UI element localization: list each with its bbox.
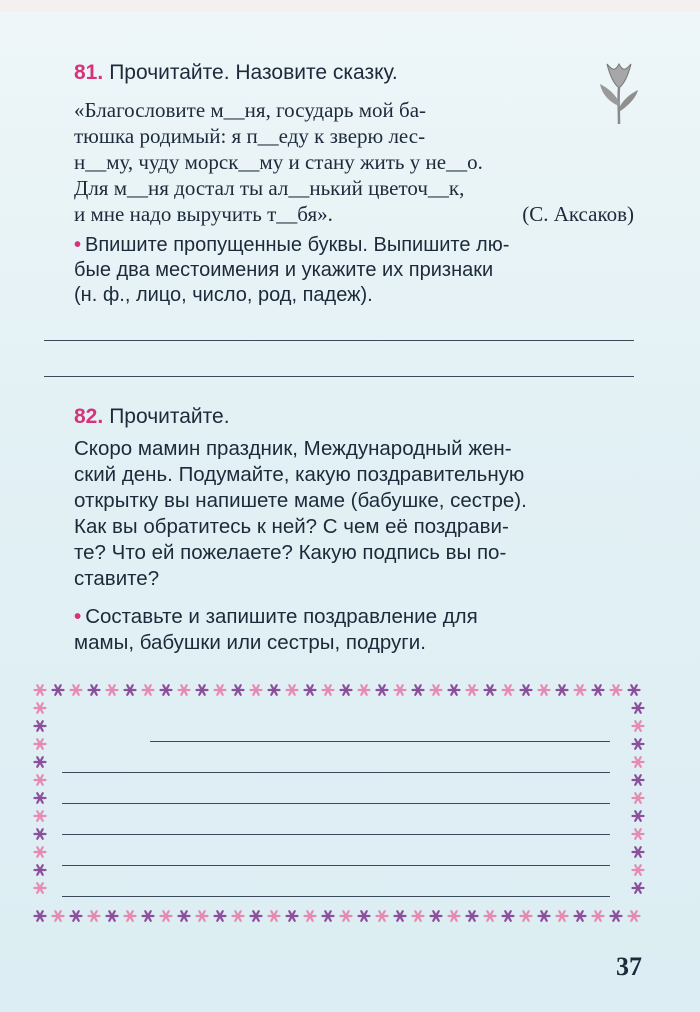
- border-star-icon: [633, 865, 644, 875]
- task-line-text: Составьте и запишите поздравление для: [85, 605, 478, 628]
- border-star-icon: [35, 739, 46, 749]
- text-line: открытку вы напишете маме (бабушке, сестре).: [74, 489, 527, 512]
- border-star-icon: [633, 793, 644, 803]
- border-star-icon: [179, 911, 190, 921]
- border-star-icon: [35, 685, 46, 695]
- exercise-81-quote: [74, 97, 634, 227]
- border-star-icon: [539, 911, 550, 921]
- border-star-icon: [305, 685, 316, 695]
- border-star-icon: [633, 739, 644, 749]
- bullet-icon: •: [74, 605, 82, 628]
- exercise-82-text: [74, 436, 634, 592]
- task-line: мамы, бабушки или сестры, подруги.: [74, 631, 426, 654]
- answer-line[interactable]: [62, 865, 610, 866]
- task-line: (н. ф., лицо, число, род, падеж).: [74, 284, 373, 306]
- text-line: ставите?: [74, 567, 160, 590]
- border-star-icon: [633, 883, 644, 893]
- border-star-icon: [89, 911, 100, 921]
- border-star-icon: [107, 685, 118, 695]
- answer-line[interactable]: [44, 340, 634, 341]
- border-star-icon: [539, 685, 550, 695]
- border-star-icon: [431, 685, 442, 695]
- border-star-icon: [125, 911, 136, 921]
- border-star-icon: [71, 911, 82, 921]
- border-star-icon: [575, 911, 586, 921]
- border-star-icon: [633, 775, 644, 785]
- quote-line-text: и мне надо выручить т__бя».: [74, 202, 333, 226]
- border-star-icon: [633, 811, 644, 821]
- quote-line: «Благословите м__ня, государь мой ба-: [74, 98, 427, 122]
- border-star-icon: [35, 829, 46, 839]
- border-star-icon: [633, 703, 644, 713]
- border-star-icon: [305, 911, 316, 921]
- border-star-icon: [35, 911, 46, 921]
- border-star-icon: [323, 685, 334, 695]
- border-star-icon: [161, 911, 172, 921]
- border-star-icon: [233, 685, 244, 695]
- border-star-icon: [521, 911, 532, 921]
- border-star-icon: [269, 911, 280, 921]
- answer-line[interactable]: [62, 772, 610, 773]
- border-star-icon: [287, 911, 298, 921]
- answer-line[interactable]: [44, 376, 634, 377]
- border-star-icon: [269, 685, 280, 695]
- border-star-icon: [35, 883, 46, 893]
- border-star-icon: [35, 865, 46, 875]
- border-star-icon: [377, 911, 388, 921]
- border-star-icon: [143, 685, 154, 695]
- exercise-82-heading: [74, 404, 634, 430]
- border-star-icon: [503, 685, 514, 695]
- border-star-icon: [143, 911, 154, 921]
- border-star-icon: [161, 685, 172, 695]
- border-star-icon: [633, 721, 644, 731]
- border-star-icon: [341, 911, 352, 921]
- border-star-icon: [197, 685, 208, 695]
- border-star-icon: [467, 911, 478, 921]
- border-star-icon: [633, 829, 644, 839]
- border-star-icon: [35, 793, 46, 803]
- task-line-text: Впишите пропущенные буквы. Выпишите лю-: [85, 234, 510, 256]
- border-star-icon: [53, 911, 64, 921]
- border-star-icon: [629, 911, 640, 921]
- border-star-icon: [35, 757, 46, 767]
- task-line: [74, 604, 634, 630]
- border-star-icon: [575, 685, 586, 695]
- border-star-icon: [341, 685, 352, 695]
- border-star-icon: [71, 685, 82, 695]
- text-line: Скоро мамин праздник, Международный жен-: [74, 437, 512, 460]
- border-star-icon: [503, 911, 514, 921]
- quote-line: Для м__ня достал ты ал__нький цветоч__к,: [74, 176, 465, 200]
- border-star-icon: [215, 911, 226, 921]
- text-line: те? Что ей пожелаете? Какую подпись вы по-: [74, 541, 507, 564]
- border-star-icon: [413, 911, 424, 921]
- answer-line[interactable]: [150, 741, 610, 742]
- border-star-icon: [395, 911, 406, 921]
- exercise-82-task: [74, 604, 634, 656]
- exercise-81-heading: [74, 60, 634, 86]
- quote-line: тюшка родимый: я п__еду к зверю лес-: [74, 124, 426, 148]
- border-star-icon: [431, 911, 442, 921]
- answer-line[interactable]: [62, 896, 610, 897]
- border-star-icon: [35, 775, 46, 785]
- border-star-icon: [197, 911, 208, 921]
- border-star-icon: [467, 685, 478, 695]
- border-star-icon: [449, 911, 460, 921]
- task-line: [74, 233, 634, 258]
- border-star-icon: [611, 911, 622, 921]
- answer-line[interactable]: [62, 834, 610, 835]
- answer-line[interactable]: [62, 803, 610, 804]
- exercise-82-title: Прочитайте.: [109, 405, 230, 428]
- quote-line: н__му, чуду морск__му и стану жить у не__о.: [74, 150, 483, 174]
- border-star-icon: [233, 911, 244, 921]
- border-star-icon: [485, 911, 496, 921]
- quote-author: (С. Аксаков): [522, 202, 634, 226]
- page-number: 37: [616, 952, 642, 981]
- task-line: бые два местоимения и укажите их признаки: [74, 259, 494, 281]
- exercise-82-number: 82.: [74, 405, 104, 428]
- border-star-icon: [557, 685, 568, 695]
- border-star-icon: [377, 685, 388, 695]
- border-star-icon: [557, 911, 568, 921]
- border-star-icon: [359, 911, 370, 921]
- border-star-icon: [449, 685, 460, 695]
- border-star-icon: [521, 685, 532, 695]
- border-star-icon: [629, 685, 640, 695]
- border-star-icon: [323, 911, 334, 921]
- exercise-81-task: [74, 233, 634, 308]
- border-star-icon: [53, 685, 64, 695]
- border-star-icon: [215, 685, 226, 695]
- border-star-icon: [125, 685, 136, 695]
- border-star-icon: [593, 911, 604, 921]
- border-star-icon: [107, 911, 118, 921]
- border-star-icon: [35, 721, 46, 731]
- border-star-icon: [35, 703, 46, 713]
- border-star-icon: [251, 685, 262, 695]
- border-star-icon: [611, 685, 622, 695]
- border-star-icon: [251, 911, 262, 921]
- border-star-icon: [413, 685, 424, 695]
- text-line: Как вы обратитесь к ней? С чем её поздрави-: [74, 515, 509, 538]
- border-star-icon: [593, 685, 604, 695]
- border-star-icon: [485, 685, 496, 695]
- exercise-81-title: Прочитайте. Назовите сказку.: [109, 61, 398, 84]
- border-star-icon: [395, 685, 406, 695]
- page-top-edge: [0, 0, 700, 12]
- border-star-icon: [89, 685, 100, 695]
- text-line: ский день. Подумайте, какую поздравительную: [74, 463, 525, 486]
- border-star-icon: [359, 685, 370, 695]
- border-star-icon: [287, 685, 298, 695]
- border-star-icon: [35, 811, 46, 821]
- border-star-icon: [179, 685, 190, 695]
- border-star-icon: [633, 847, 644, 857]
- bullet-icon: •: [74, 234, 82, 256]
- quote-line: [74, 201, 634, 227]
- border-star-icon: [35, 847, 46, 857]
- border-star-icon: [633, 757, 644, 767]
- exercise-81-number: 81.: [74, 61, 104, 84]
